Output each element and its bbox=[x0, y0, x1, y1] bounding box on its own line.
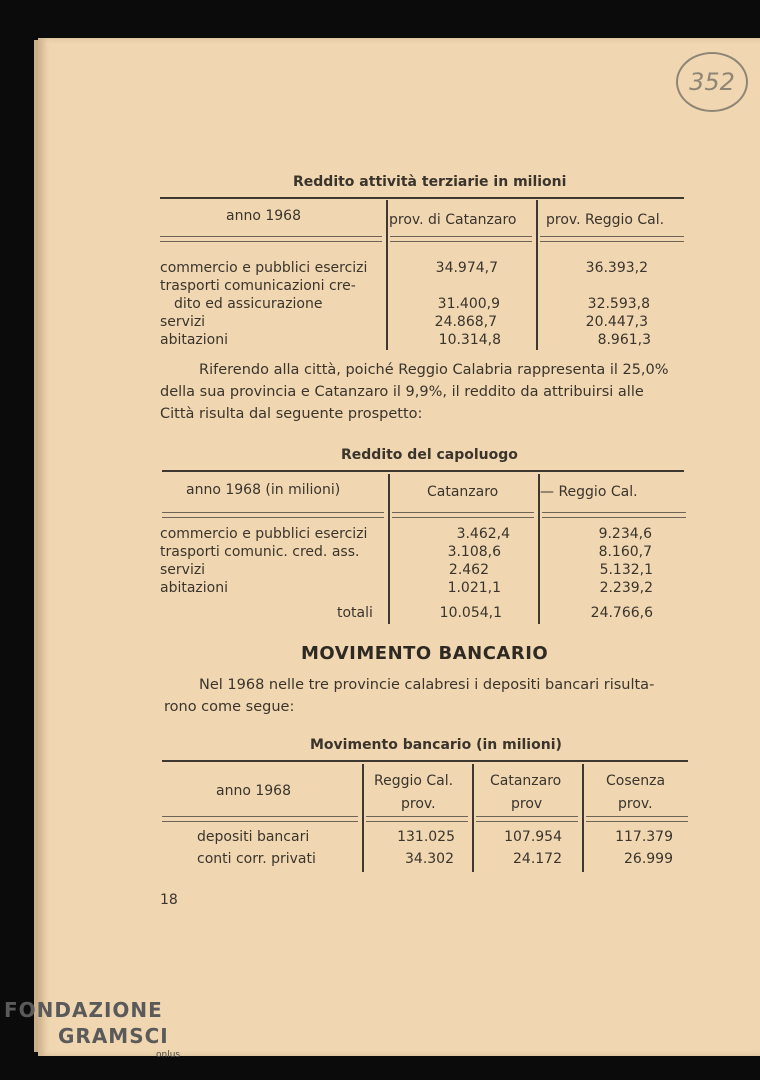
table1-row-label: dito ed assicurazione bbox=[174, 296, 323, 312]
table2-header-reggio: — Reggio Cal. bbox=[540, 484, 638, 500]
table3-double-rule-2 bbox=[366, 816, 468, 822]
table1-row-value-catanzaro: 31.400,9 bbox=[437, 296, 500, 312]
table2-row-value-catanzaro: 1.021,1 bbox=[447, 580, 501, 596]
table3-caption: Movimento bancario (in milioni) bbox=[310, 737, 562, 753]
table2-row-value-catanzaro: 3.108,6 bbox=[447, 544, 501, 560]
table2-row-label: commercio e pubblici esercizi bbox=[160, 526, 368, 542]
table3-top-rule bbox=[162, 760, 688, 762]
table1-row-label: servizi bbox=[160, 314, 206, 330]
table3-header-catanzaro-sub: prov bbox=[511, 796, 543, 812]
archive-stamp: 352 bbox=[676, 52, 748, 112]
paragraph2-line: Nel 1968 nelle tre provincie calabresi i depositi bancari risulta- bbox=[199, 677, 655, 693]
paragraph1-line: Città risulta dal seguente prospetto: bbox=[160, 406, 423, 422]
table2-row-label: trasporti comunic. cred. ass. bbox=[160, 544, 360, 560]
table3-header-cosenza: Cosenza bbox=[606, 773, 666, 789]
table1-caption: Reddito attività terziarie in milioni bbox=[293, 174, 567, 190]
table3-header-reggio-sub: prov. bbox=[401, 796, 436, 812]
table2-row-value-reggio: 9.234,6 bbox=[598, 526, 652, 542]
table3-double-rule-1 bbox=[162, 816, 358, 822]
table2-col-divider-2 bbox=[538, 474, 540, 624]
table3-row-value-catanzaro: 24.172 bbox=[513, 851, 562, 867]
table2-row-value-reggio: 8.160,7 bbox=[598, 544, 652, 560]
table2-col-divider-1 bbox=[388, 474, 390, 624]
table2-double-rule-1 bbox=[162, 512, 384, 518]
table3-row-value-cosenza: 26.999 bbox=[624, 851, 673, 867]
table1-row-value-reggio: 20.447,3 bbox=[585, 314, 648, 330]
table3-row-value-reggio: 34.302 bbox=[405, 851, 454, 867]
table1-row-value-catanzaro: 34.974,7 bbox=[435, 260, 498, 276]
table2-header-catanzaro: Catanzaro bbox=[427, 484, 499, 500]
table3-header-catanzaro: Catanzaro bbox=[490, 773, 562, 789]
table3-col-divider-3 bbox=[582, 764, 584, 872]
table2-top-rule bbox=[162, 470, 684, 472]
table2-row-value-reggio: 2.239,2 bbox=[599, 580, 653, 596]
table3-row-value-reggio: 131.025 bbox=[397, 829, 455, 845]
watermark-line2: GRAMSCI bbox=[58, 1024, 169, 1048]
table2-total-label: totali bbox=[337, 605, 373, 621]
paragraph1-line: Riferendo alla città, poiché Reggio Calabria rappresenta il 25,0% bbox=[199, 362, 669, 378]
watermark-line3: onlus bbox=[156, 1050, 181, 1060]
table3-row-label: conti corr. privati bbox=[197, 851, 316, 867]
table1-header-reggio: prov. Reggio Cal. bbox=[546, 212, 665, 228]
table1-double-rule-2 bbox=[390, 236, 532, 242]
table1-double-rule-1 bbox=[160, 236, 382, 242]
table1-row-value-reggio: 32.593,8 bbox=[587, 296, 650, 312]
table3-row-value-cosenza: 117.379 bbox=[615, 829, 673, 845]
table2-total-catanzaro: 10.054,1 bbox=[439, 605, 502, 621]
table3-col-divider-2 bbox=[472, 764, 474, 872]
table2-row-label: servizi bbox=[160, 562, 206, 578]
table3-header-cosenza-sub: prov. bbox=[618, 796, 653, 812]
table1-row-label: abitazioni bbox=[160, 332, 228, 348]
table3-row-value-catanzaro: 107.954 bbox=[504, 829, 562, 845]
section-heading: MOVIMENTO BANCARIO bbox=[301, 643, 549, 664]
table2-row-value-catanzaro: 2.462 bbox=[448, 562, 489, 578]
table2-row-label: abitazioni bbox=[160, 580, 228, 596]
table1-row-value-reggio: 36.393,2 bbox=[585, 260, 648, 276]
table3-double-rule-4 bbox=[586, 816, 688, 822]
paragraph2-line: rono come segue: bbox=[164, 699, 295, 715]
table2-header-year: anno 1968 (in milioni) bbox=[186, 482, 341, 498]
table1-col-divider-2 bbox=[536, 200, 538, 350]
table1-row-label: commercio e pubblici esercizi bbox=[160, 260, 368, 276]
table2-row-value-reggio: 5.132,1 bbox=[599, 562, 653, 578]
table2-row-value-catanzaro: 3.462,4 bbox=[456, 526, 510, 542]
table1-header-year: anno 1968 bbox=[226, 208, 301, 224]
table1-double-rule-3 bbox=[540, 236, 684, 242]
table2-total-reggio: 24.766,6 bbox=[590, 605, 653, 621]
table1-row-value-catanzaro: 10.314,8 bbox=[438, 332, 501, 348]
table3-header-reggio: Reggio Cal. bbox=[374, 773, 454, 789]
table1-row-value-reggio: 8.961,3 bbox=[597, 332, 651, 348]
watermark-line1: FONDAZIONE bbox=[4, 998, 163, 1022]
page-number: 18 bbox=[160, 892, 178, 908]
table1-top-rule bbox=[160, 197, 684, 199]
table3-header-year: anno 1968 bbox=[216, 783, 291, 799]
table2-double-rule-3 bbox=[542, 512, 686, 518]
table2-caption: Reddito del capoluogo bbox=[341, 447, 518, 463]
paragraph1-line: della sua provincia e Catanzaro il 9,9%, il reddito da attribuirsi alle bbox=[160, 384, 644, 400]
table3-col-divider-1 bbox=[362, 764, 364, 872]
table3-row-label: depositi bancari bbox=[197, 829, 310, 845]
table1-row-value-catanzaro: 24.868,7 bbox=[434, 314, 497, 330]
table1-header-catanzaro: prov. di Catanzaro bbox=[389, 212, 517, 228]
table1-col-divider-1 bbox=[386, 200, 388, 350]
table2-double-rule-2 bbox=[392, 512, 534, 518]
table3-double-rule-3 bbox=[476, 816, 578, 822]
table1-row-label: trasporti comunicazioni cre- bbox=[160, 278, 356, 294]
